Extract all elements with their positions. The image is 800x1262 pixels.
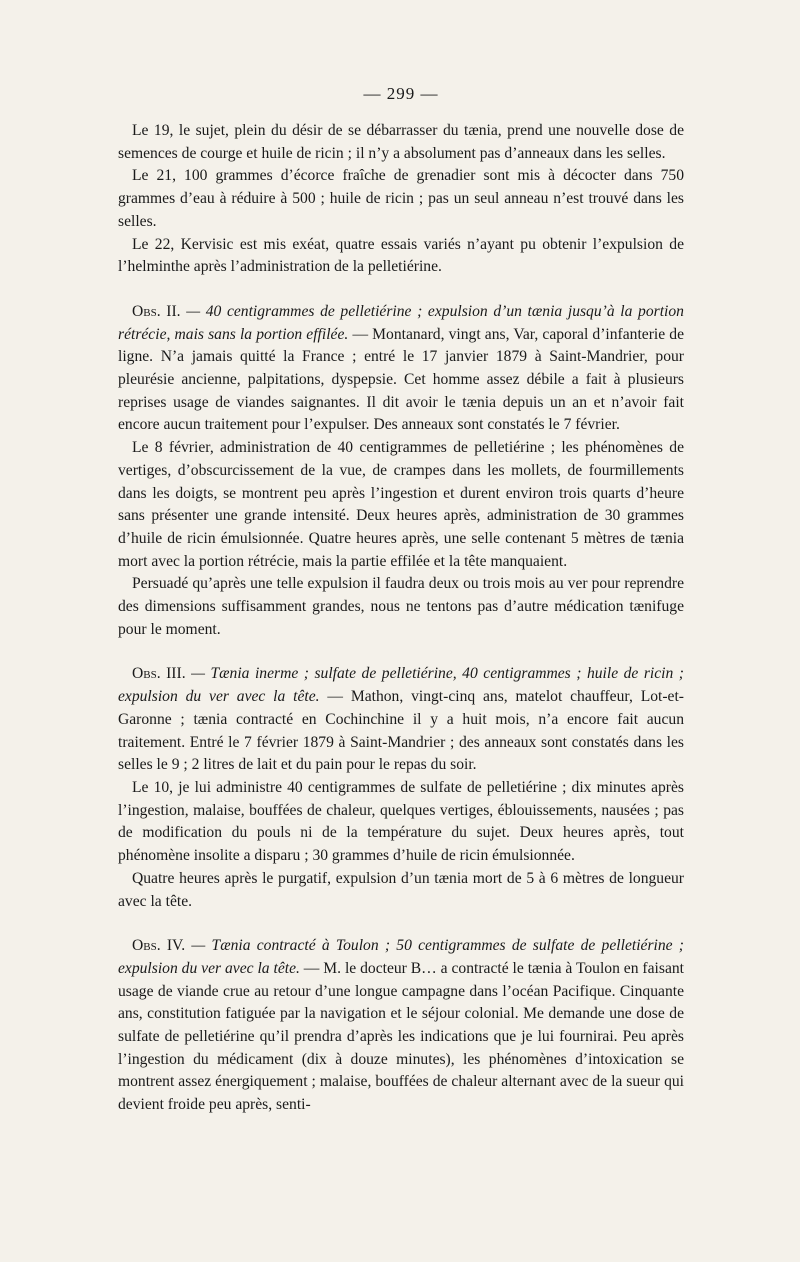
observation-3 <box>118 663 684 913</box>
observation-heading <box>118 663 684 777</box>
paragraph: Le 21, 100 grammes d’écorce fraîche de grenadier sont mis à décocter dans 750 grammes d’eau à réduire à 500 ; huile de ricin ; pas un seul anneau n’est trouvé dans les selles. <box>118 167 684 230</box>
observation-label: Obs. II. <box>132 302 181 320</box>
observation-heading <box>118 935 684 1117</box>
observation-2 <box>118 301 684 642</box>
page-number: — 299 — <box>363 84 439 103</box>
observation-title: — Tænia inerme ; sulfate de pelletiérine, 40 centigrammes ; huile de ricin ; expulsion du ver avec la tête. <box>118 665 684 706</box>
paragraph: Le 19, le sujet, plein du désir de se débarrasser du tænia, prend une nouvelle dose de semences de courge et huile de ricin ; il n’y a absolument pas d’anneaux dans les selles. <box>118 122 684 162</box>
paragraph: Le 22, Kervisic est mis exéat, quatre essais variés n’ayant pu obtenir l’expulsion de l’helminthe après l’administration de la pelletiérine. <box>118 235 684 276</box>
observation-title: — Tænia contracté à Toulon ; 50 centigrammes de sulfate de pelletiérine ; expulsion du ver avec la tête. <box>118 937 684 977</box>
paragraph: Le 10, je lui administre 40 centigrammes de sulfate de pelletiérine ; dix minutes après l’ingestion, malaise, bouffées de chaleur, quelques vertiges, éblouissements, nausées ; pas de modification du pouls ni de la température du sujet. Deux heures après, tout phénomène insolite a disparu ; 30 grammes d’huile de ricin émulsionnée. <box>118 778 684 865</box>
observation-intro: — Montanard, vingt ans, Var, caporal d’infanterie de ligne. N’a jamais quitté la France ; entré le 17 janvier 1879 à Saint-Mandrier, pour pleurésie ancienne, palpitations, dyspepsie. Cet homme assez débile a fait à plusieurs reprises usage de viandes saignantes. Il dit avoir le tænia depuis un an et n’avoir fait encore aucun traitement pour l’expulser. Des anneaux sont constatés le 7 février. <box>118 325 684 434</box>
block-kervisic <box>118 120 684 279</box>
paragraph: Quatre heures après le purgatif, expulsion d’un tænia mort de 5 à 6 mètres de longueur avec la tête. <box>118 869 684 910</box>
paragraph: Le 8 février, administration de 40 centigrammes de pelletiérine ; les phénomènes de vertiges, d’obscurcissement de la vue, de crampes dans les mollets, de fourmillements dans les doigts, se montrent peu après l’ingestion et durent environ trois quarts d’heure sans présenter une grande intensité. Deux heures après, administration de 30 grammes d’huile de ricin émulsionnée. Quatre heures après, une selle contenant 5 mètres de tænia mort avec la portion rétrécie, mais la partie effilée et la tête manquaient. <box>118 439 684 570</box>
paragraph: Persuadé qu’après une telle expulsion il faudra deux ou trois mois au ver pour reprendre des dimensions suffisamment grandes, nous ne tentons pas d’autre médication tænifuge pour le moment. <box>118 575 684 638</box>
observation-intro: — Mathon, vingt-cinq ans, matelot chauffeur, Lot-et-Garonne ; tænia contracté en Cochinchine il y a huit mois, n’a encore fait aucun traitement. Entré le 7 février 1879 à Saint-Mandrier ; des anneaux sont constatés dans les selles le 9 ; 2 litres de lait et du pain pour le repas du soir. <box>118 688 684 774</box>
observation-label: Obs. III. <box>132 665 186 683</box>
observation-intro: — M. le docteur B… a contracté le tænia à Toulon en faisant usage de viande crue au retour d’une longue campagne dans l’océan Pacifique. Cinquante ans, constitution fatiguée par la navigation et le séjour colonial. Me demande une dose de sulfate de pelletiérine qu’il prendra d’après les indications que je lui fournirai. Peu après l’ingestion du médicament (dix à douze minutes), les phénomènes d’intoxication se montrent assez énergiquement ; malaise, bouffées de chaleur alternant avec de la sueur qui devient froide peu après, senti- <box>118 959 684 1114</box>
observation-heading <box>118 301 684 437</box>
observation-title: — 40 centigrammes de pelletiérine ; expulsion d’un tænia jusqu’à la portion rétrécie, mais sans la portion effilée. <box>118 302 684 343</box>
observation-label: Obs. IV. <box>132 937 186 955</box>
document-page <box>118 84 684 1117</box>
observation-4 <box>118 935 684 1117</box>
